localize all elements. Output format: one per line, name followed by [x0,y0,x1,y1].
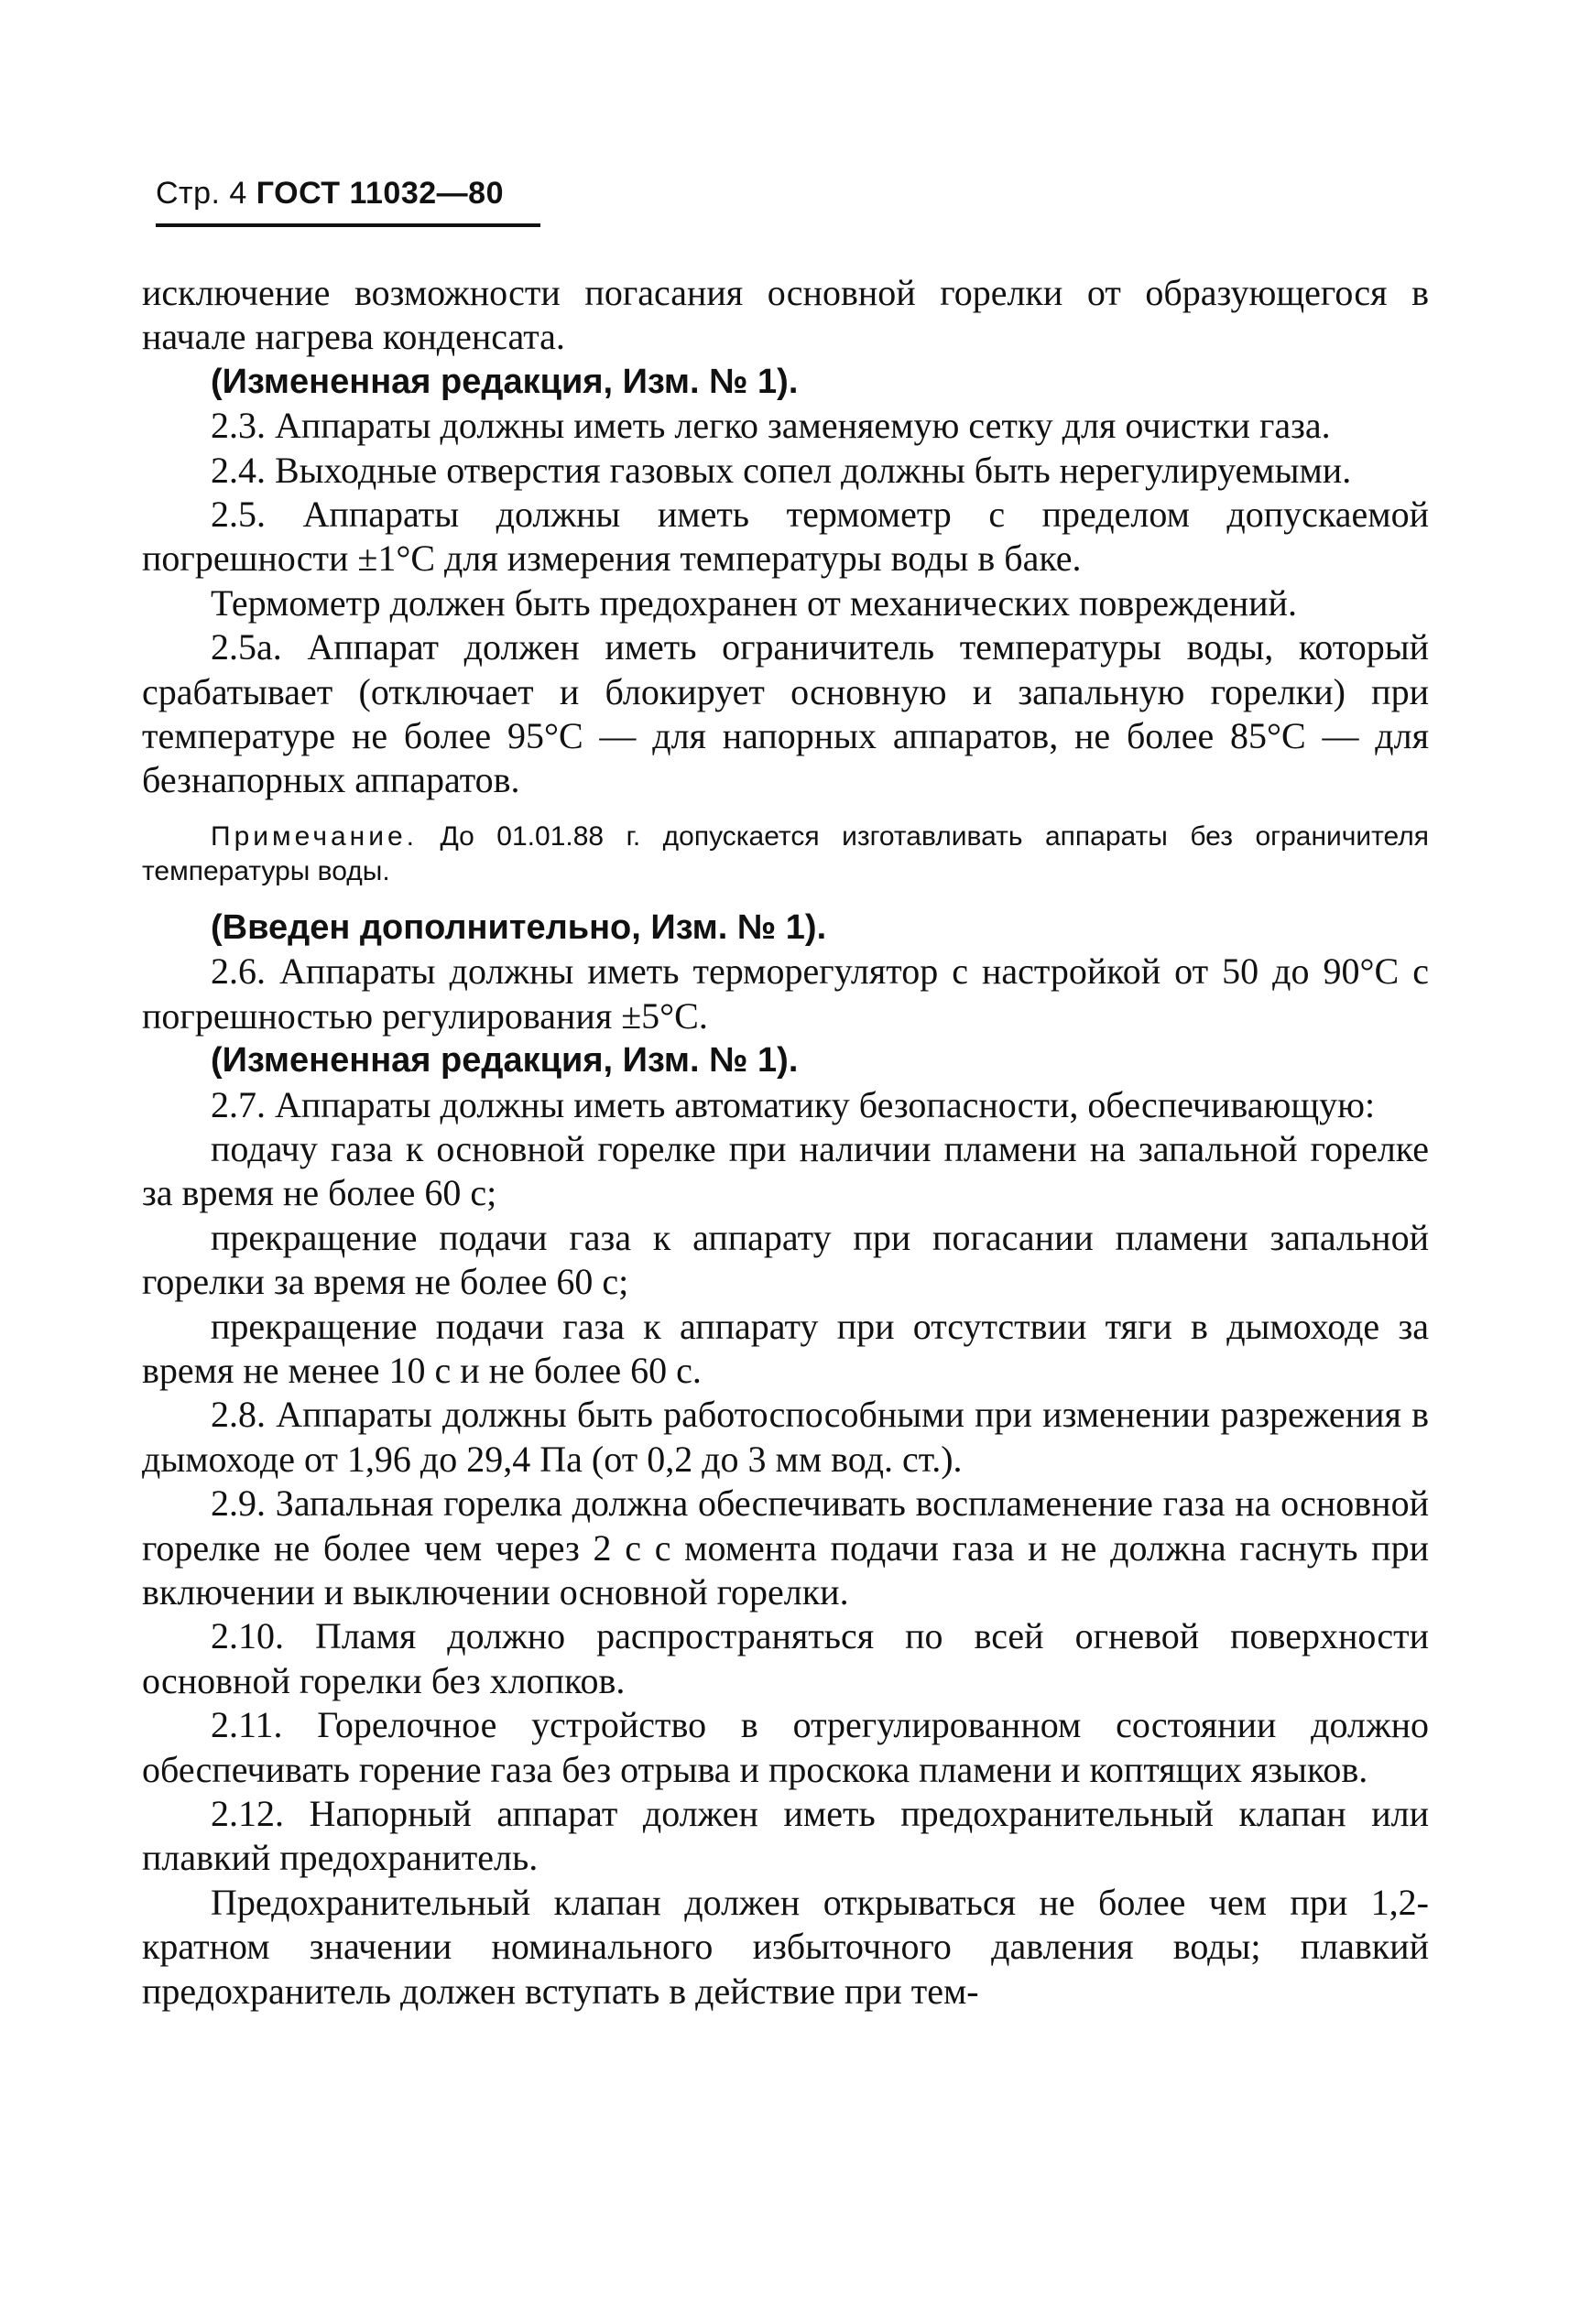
clause-2-8: 2.8. Аппараты должны быть работоспособными при изменении разрежения в дымоходе от 1,96 до 29,4 Па (от 0,2 до 3 мм вод. ст.). [142,1394,1429,1480]
clause-2-7-item: прекращение подачи газа к аппарату при погасании пламени запальной горелки за время не более 60 с; [142,1216,1429,1303]
header-rule [156,223,540,227]
clause-2-7-item: прекращение подачи газа к аппарату при отсутствии тяги в дымоходе за время не менее 10 с и не более 60 с. [142,1305,1429,1391]
clause-2-12: 2.12. Напорный аппарат должен иметь предохранительный клапан или плавкий предохранитель. [142,1793,1429,1879]
clause-2-9: 2.9. Запальная горелка должна обеспечивать воспламенение газа на основной горелке не более чем через 2 с с момента подачи газа и не должна гаснуть при включении и выключении основной горелки. [142,1482,1429,1613]
clause-2-5-continued: Термометр должен быть предохранен от механических повреждений. [211,581,1297,624]
note-label: Примечание. [211,820,418,852]
clause-2-10: 2.10. Пламя должно распространяться по всей огневой поверхности основной горелки без хлопков. [142,1615,1429,1701]
clause-2-7-item: подачу газа к основной горелке при наличии пламени на запальной горелке за время не более 60 с; [142,1127,1429,1214]
amendment-note: (Измененная редакция, Изм. № 1). [211,1041,799,1081]
page-number: Стр. 4 [156,176,247,211]
clause-2-5: 2.5. Аппараты должны иметь термометр с пределом допускаемой погрешности ±1°С для измерения температуры воды в баке. [142,494,1429,580]
clause-2-6: 2.6. Аппараты должны иметь терморегулятор с настройкой от 50 до 90°С с погрешностью регулирования ±5°С. [142,950,1429,1037]
note-text: До 01.01.88 г. допускается изготавливать аппараты без ограничителя температуры воды. [142,820,1429,886]
note [142,820,1429,889]
clause-2-5a: 2.5а. Аппарат должен иметь ограничитель температуры воды, который срабатывает (отключает и блокирует основную и запальную горелки) при температуре не более 95°С — для напорных аппаратов, не более 85°С — для безнапорных аппаратов. [142,626,1429,801]
clause-2-12-continued: Предохранительный клапан должен открываться не более чем при 1,2-кратном значении номинального избыточного давления воды; плавкий предохранитель должен вступать в действие при тем- [142,1881,1429,2012]
amendment-note: (Введен дополнительно, Изм. № 1). [211,907,827,947]
clause-2-11: 2.11. Горелочное устройство в отрегулированном состоянии должно обеспечивать горение газа без отрыва и проскока пламени и коптящих языков. [142,1704,1429,1790]
clause-2-4: 2.4. Выходные отверстия газовых сопел должны быть нерегулируемыми. [211,449,1352,491]
document-body [142,271,1429,2014]
standard-id: ГОСТ 11032—80 [256,176,504,211]
amendment-note: (Измененная редакция, Изм. № 1). [211,362,799,401]
paragraph-continuation: исключение возможности погасания основной горелки от образующегося в начале нагрева конденсата. [142,272,1429,358]
page-header [156,176,504,212]
clause-2-7: 2.7. Аппараты должны иметь автоматику безопасности, обеспечивающую: [211,1083,1376,1125]
clause-2-3: 2.3. Аппараты должны иметь легко заменяемую сетку для очистки газа. [211,405,1331,447]
